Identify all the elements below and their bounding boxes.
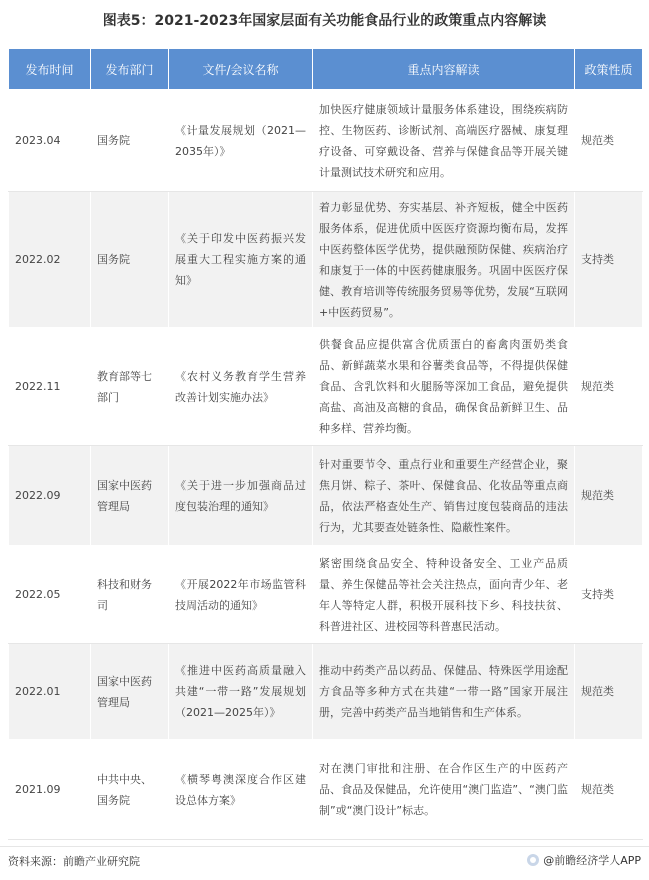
cell-dept: 教育部等七部门 (91, 328, 169, 446)
footer (0, 846, 649, 873)
cell-content: 紧密围绕食品安全、特种设备安全、工业产品质量、养生保健品等社会关注热点，面向青少年、老年人等特定人群，积极开展科技下乡、科技扶贫、科普进社区、进校园等科普惠民活动。 (313, 546, 575, 644)
header-type: 政策性质 (575, 49, 643, 90)
cell-doc: 《横琴粤澳深度合作区建设总体方案》 (169, 740, 313, 840)
cell-date: 2022.05 (9, 546, 91, 644)
brand-logo-icon (527, 854, 539, 866)
header-doc: 文件/会议名称 (169, 49, 313, 90)
cell-content: 供餐食品应提供富含优质蛋白的畜禽肉蛋奶类食品、新鲜蔬菜水果和谷薯类食品等，不得提供保健食品、含乳饮料和火腿肠等深加工食品，避免提供高盐、高油及高糖的食品，确保食品新鲜卫生、品种多样、营养均衡。 (313, 328, 575, 446)
cell-doc: 《关于进一步加强商品过度包装治理的通知》 (169, 446, 313, 546)
cell-content: 针对重要节令、重点行业和重要生产经营企业，聚焦月饼、粽子、茶叶、保健食品、化妆品等重点商品，依法严格查处生产、销售过度包装商品的违法行为，尤其要查处链条性、隐蔽性案件。 (313, 446, 575, 546)
brand-credit[interactable] (527, 852, 641, 868)
cell-dept: 国务院 (91, 192, 169, 328)
cell-date: 2023.04 (9, 90, 91, 192)
policy-table (8, 48, 643, 840)
table-row (9, 328, 643, 446)
table-row (9, 546, 643, 644)
cell-type: 规范类 (575, 644, 643, 740)
header-dept: 发布部门 (91, 49, 169, 90)
cell-content: 加快医疗健康领域计量服务体系建设，围绕疾病防控、生物医药、诊断试剂、高端医疗器械、康复理疗设备、可穿戴设备、营养与保健食品等开展关键计量测试技术研究和应用。 (313, 90, 575, 192)
table-row (9, 446, 643, 546)
cell-date: 2022.11 (9, 328, 91, 446)
cell-type: 规范类 (575, 446, 643, 546)
table-row (9, 192, 643, 328)
cell-doc: 《推进中医药高质量融入共建“一带一路”发展规划（2021—2025年）》 (169, 644, 313, 740)
chart-title: 图表5：2021-2023年国家层面有关功能食品行业的政策重点内容解读 (102, 13, 547, 29)
table-header-row (9, 49, 643, 90)
header-content: 重点内容解读 (313, 49, 575, 90)
cell-date: 2022.01 (9, 644, 91, 740)
source-note: 资料来源：前瞻产业研究院 (8, 855, 140, 868)
cell-dept: 中共中央、国务院 (91, 740, 169, 840)
cell-doc: 《农村义务教育学生营养改善计划实施办法》 (169, 328, 313, 446)
cell-content: 推动中药类产品以药品、保健品、特殊医学用途配方食品等多种方式在共建“一带一路”国家开展注册，完善中药类产品当地销售和生产体系。 (313, 644, 575, 740)
table-row (9, 740, 643, 840)
cell-doc: 《开展2022年市场监管科技周活动的通知》 (169, 546, 313, 644)
cell-dept: 国家中医药管理局 (91, 446, 169, 546)
cell-dept: 科技和财务司 (91, 546, 169, 644)
cell-type: 规范类 (575, 740, 643, 840)
cell-type: 规范类 (575, 328, 643, 446)
header-date: 发布时间 (9, 49, 91, 90)
cell-doc: 《关于印发中医药振兴发展重大工程实施方案的通知》 (169, 192, 313, 328)
cell-dept: 国家中医药管理局 (91, 644, 169, 740)
cell-content: 着力彰显优势、夯实基层、补齐短板，健全中医药服务体系，促进优质中医医疗资源均衡布局，发挥中医药整体医学优势，提供融预防保健、疾病治疗和康复于一体的中医药健康服务。巩固中医医疗保健、教育培训等传统服务贸易等优势，发展“互联网+中医药贸易”。 (313, 192, 575, 328)
cell-type: 规范类 (575, 90, 643, 192)
table-row (9, 90, 643, 192)
cell-date: 2022.02 (9, 192, 91, 328)
cell-dept: 国务院 (91, 90, 169, 192)
table-row (9, 644, 643, 740)
cell-type: 支持类 (575, 546, 643, 644)
cell-doc: 《计量发展规划（2021—2035年）》 (169, 90, 313, 192)
cell-content: 对在澳门审批和注册、在合作区生产的中医药产品、食品及保健品，允许使用“澳门监造”、“澳门监制”或“澳门设计”标志。 (313, 740, 575, 840)
cell-type: 支持类 (575, 192, 643, 328)
cell-date: 2022.09 (9, 446, 91, 546)
brand-label: @前瞻经济学人APP (543, 854, 641, 867)
cell-date: 2021.09 (9, 740, 91, 840)
